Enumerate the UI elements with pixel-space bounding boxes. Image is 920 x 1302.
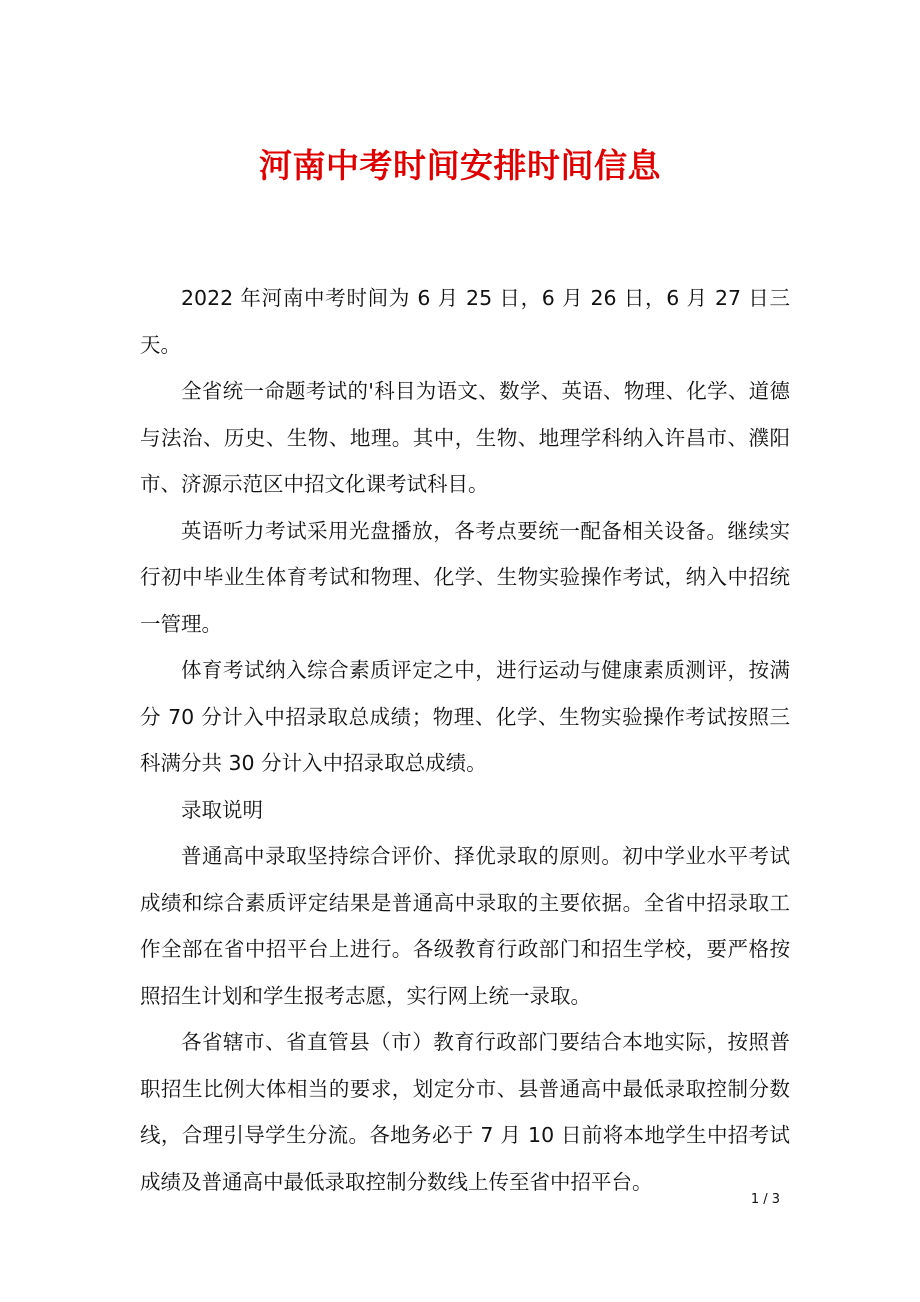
paragraph-listening-test: 英语听力考试采用光盘播放，各考点要统一配备相关设备。继续实行初中毕业生体育考试和物理、化学、生物实验操作考试，纳入中招统一管理。 bbox=[140, 518, 790, 636]
paragraph-score-line: 各省辖市、省直管县（市）教育行政部门要结合本地实际，按照普职招生比例大体相当的要求，划定分市、县普通高中最低录取控制分数线，合理引导学生分流。各地务必于 7 月 10 日前将本地学生中招考试成绩及普通高中最低录取控制分数线上传至省中招平台。 bbox=[140, 1030, 790, 1194]
paragraph-exam-dates: 2022 年河南中考时间为 6 月 25 日，6 月 26 日，6 月 27 日三天。 bbox=[140, 286, 790, 357]
document-title: 河南中考时间安排时间信息 bbox=[259, 146, 661, 185]
paragraph-admission-principle: 普通高中录取坚持综合评价、择优录取的原则。初中学业水平考试成绩和综合素质评定结果是普通高中录取的主要依据。全省中招录取工作全部在省中招平台上进行。各级教育行政部门和招生学校，要严格按照招生计划和学生报考志愿，实行网上统一录取。 bbox=[140, 844, 790, 1008]
paragraph-pe-exam: 体育考试纳入综合素质评定之中，进行运动与健康素质测评，按满分 70 分计入中招录取总成绩；物理、化学、生物实验操作考试按照三科满分共 30 分计入中招录取总成绩。 bbox=[140, 658, 790, 775]
page-number: 1 / 3 bbox=[750, 1192, 780, 1207]
paragraph-exam-subjects: 全省统一命题考试的'科目为语文、数学、英语、物理、化学、道德与法治、历史、生物、地理。其中，生物、地理学科纳入许昌市、濮阳市、济源示范区中招文化课考试科目。 bbox=[140, 379, 790, 496]
document-body bbox=[140, 275, 790, 1205]
section-heading-admission: 录取说明 bbox=[181, 797, 263, 822]
